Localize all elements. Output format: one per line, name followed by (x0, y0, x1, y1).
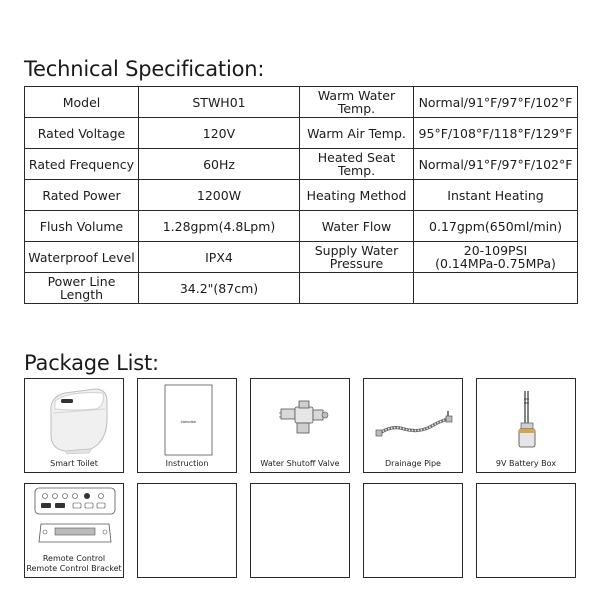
shutoff-valve-icon (251, 379, 351, 459)
table-row (25, 87, 578, 118)
spec-label: Warm Water Temp. (300, 87, 414, 118)
spec-value: 60Hz (139, 149, 300, 180)
package-item-empty (363, 483, 463, 578)
spec-label: Warm Air Temp. (300, 118, 414, 149)
spec-label: Heating Method (300, 180, 414, 211)
battery-box-icon (477, 379, 577, 459)
spec-table (24, 86, 578, 304)
spec-value: 1200W (139, 180, 300, 211)
package-item-shutoff-valve (250, 378, 350, 473)
spec-label (300, 273, 414, 304)
spec-value: STWH01 (139, 87, 300, 118)
spec-label-line: Supply Water (314, 243, 399, 258)
smart-toilet-icon (25, 379, 125, 459)
table-row (25, 211, 578, 242)
spec-value: Instant Heating (414, 180, 578, 211)
package-caption: Drainage Pipe (385, 459, 441, 468)
spec-value: 0.17gpm(650ml/min) (414, 211, 578, 242)
spec-label: Rated Voltage (25, 118, 139, 149)
spec-value: IPX4 (139, 242, 300, 273)
spec-label: Water Flow (300, 211, 414, 242)
spec-label: Model (25, 87, 139, 118)
package-heading: Package List: (24, 351, 159, 375)
remote-control-icon (25, 484, 125, 554)
package-item-empty (476, 483, 576, 578)
spec-value (414, 242, 578, 273)
spec-label: Heated Seat Temp. (300, 149, 414, 180)
spec-label (300, 242, 414, 273)
package-item-drainage-pipe (363, 378, 463, 473)
package-caption: Instruction (165, 459, 209, 468)
package-grid (24, 378, 577, 578)
spec-label: Flush Volume (25, 211, 139, 242)
table-row (25, 242, 578, 273)
package-caption: Water Shutoff Valve (260, 459, 340, 468)
package-item-battery-box (476, 378, 576, 473)
spec-value: 34.2"(87cm) (139, 273, 300, 304)
spec-heading: Technical Specification: (24, 57, 265, 81)
spec-value-line: (0.14MPa-0.75MPa) (435, 256, 556, 271)
spec-label-line: Pressure (329, 256, 384, 271)
package-item-instruction (137, 378, 237, 473)
spec-value-line: 20-109PSI (463, 243, 528, 258)
table-row (25, 149, 578, 180)
booklet-text: Instruction (180, 420, 197, 424)
package-caption: 9V Battery Box (495, 459, 557, 468)
table-row (25, 180, 578, 211)
package-caption: Smart Toilet (50, 459, 98, 468)
spec-value: 1.28gpm(4.8Lpm) (139, 211, 300, 242)
spec-value (414, 273, 578, 304)
table-row (25, 273, 578, 304)
package-item-remote-control (24, 483, 124, 578)
drainage-pipe-icon (364, 379, 464, 459)
spec-label: Power Line Length (25, 273, 139, 304)
spec-label: Rated Power (25, 180, 139, 211)
spec-label: Waterproof Level (25, 242, 139, 273)
package-caption (25, 554, 123, 574)
package-item-smart-toilet (24, 378, 124, 473)
package-item-empty (137, 483, 237, 578)
table-row (25, 118, 578, 149)
caption-line: Remote Control (42, 554, 106, 563)
spec-value: Normal/91°F/97°F/102°F (414, 149, 578, 180)
spec-label: Rated Frequency (25, 149, 139, 180)
instruction-booklet-icon (138, 379, 238, 459)
caption-line: Remote Control Bracket (26, 564, 122, 573)
package-item-empty (250, 483, 350, 578)
spec-value: 95°F/108°F/118°F/129°F (414, 118, 578, 149)
spec-value: 120V (139, 118, 300, 149)
spec-value: Normal/91°F/97°F/102°F (414, 87, 578, 118)
